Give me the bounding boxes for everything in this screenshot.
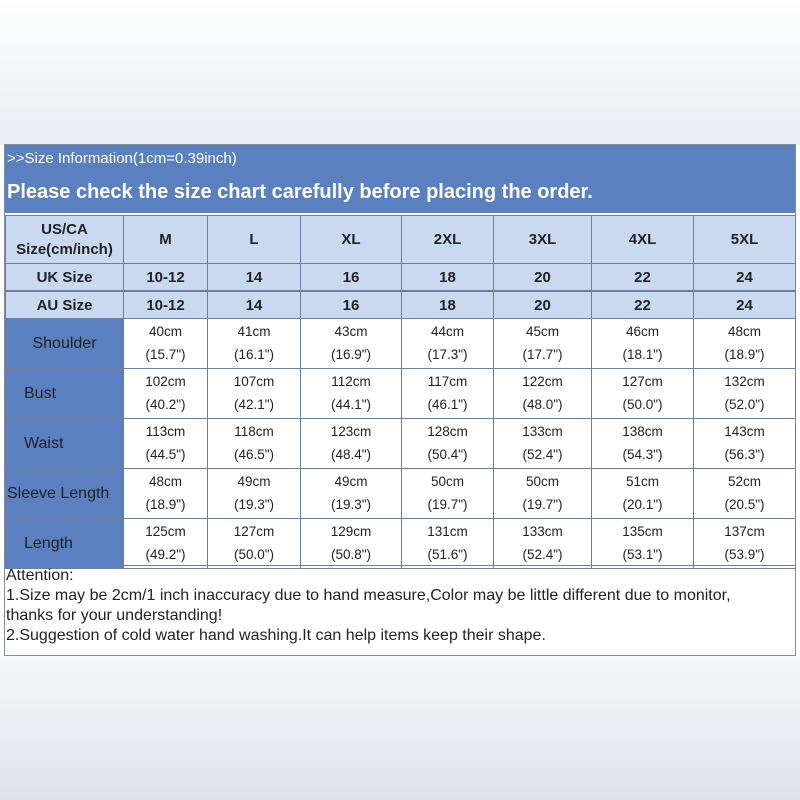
cm-value: 45cm (525, 324, 559, 339)
cm-value: 125cm (145, 524, 186, 539)
us-size-row (6, 216, 796, 264)
cm-value: 127cm (622, 374, 663, 389)
au-size-label: AU Size (6, 291, 124, 319)
measurement-cell (208, 319, 301, 369)
cm-value: 43cm (334, 324, 368, 339)
size-header: 2XL (402, 216, 494, 264)
inch-value: (50.4") (427, 447, 468, 462)
inch-value: (44.5") (145, 447, 186, 462)
inch-value: (18.9") (145, 497, 186, 512)
measurement-cell (402, 519, 494, 569)
measurement-label: Bust (6, 369, 124, 419)
attention-notes (5, 565, 795, 646)
measurement-label: Waist (6, 419, 124, 469)
measurement-cell (124, 469, 208, 519)
measurement-cell (694, 419, 796, 469)
inch-value: (44.1") (330, 397, 372, 412)
measurement-cell (301, 319, 402, 369)
measurement-cell (208, 469, 301, 519)
cm-value: 137cm (724, 524, 765, 539)
cm-value: 41cm (237, 324, 271, 339)
cm-value: 112cm (331, 374, 371, 389)
measurement-cell (494, 469, 592, 519)
cm-value: 51cm (625, 474, 659, 489)
size-info-header: >>Size Information(1cm=0.39inch) (5, 145, 795, 173)
size-header: M (124, 216, 208, 264)
measurement-cell (592, 519, 694, 569)
cm-value: 133cm (522, 524, 563, 539)
cm-value: 102cm (145, 374, 186, 389)
cm-value: 49cm (237, 474, 271, 489)
cm-value: 122cm (522, 374, 563, 389)
au-size-cell: 10-12 (124, 291, 208, 319)
inch-value: (19.7") (522, 497, 563, 512)
inch-value: (50.0") (622, 397, 663, 412)
inch-value: (42.1") (233, 397, 275, 412)
us-size-label-cell (6, 216, 124, 264)
inch-value: (52.4") (522, 547, 563, 562)
cm-value: 128cm (427, 424, 468, 439)
inch-value: (20.1") (622, 497, 663, 512)
measurement-cell (124, 419, 208, 469)
measurement-cell (694, 519, 796, 569)
size-header: 4XL (592, 216, 694, 264)
measurement-row-shoulder (6, 319, 796, 369)
cm-value: 123cm (330, 424, 372, 439)
cm-value: 50cm (430, 474, 464, 489)
cm-value: 44cm (430, 324, 464, 339)
cm-value: 131cm (427, 524, 468, 539)
cm-value: 113cm (145, 424, 186, 439)
measurement-row-waist (6, 419, 796, 469)
inch-value: (52.4") (522, 447, 563, 462)
measurement-cell (124, 319, 208, 369)
uk-size-cell: 24 (694, 264, 796, 292)
measurement-cell (402, 469, 494, 519)
cm-value: 117cm (427, 374, 468, 389)
note-line-2: thanks for your understanding! (6, 607, 223, 624)
inch-value: (50.0") (233, 547, 275, 562)
measurement-cell (124, 519, 208, 569)
measurement-cell (494, 519, 592, 569)
cm-value: 133cm (522, 424, 563, 439)
measurement-row-sleeve-length (6, 469, 796, 519)
inch-value: (40.2") (145, 397, 186, 412)
inch-value: (54.3") (622, 447, 663, 462)
cm-value: 48cm (148, 474, 182, 489)
measurement-cell (494, 319, 592, 369)
measurement-label: Shoulder (6, 319, 124, 369)
cm-value: 135cm (622, 524, 663, 539)
uk-size-cell: 14 (208, 264, 301, 292)
uk-size-cell: 18 (402, 264, 494, 292)
size-table (5, 215, 796, 569)
measurement-row-length (6, 519, 796, 569)
measurement-cell (208, 419, 301, 469)
note-line-1: 1.Size may be 2cm/1 inch inaccuracy due to hand measure,Color may be little different due to monitor, (6, 587, 731, 604)
inch-value: (53.9") (724, 547, 765, 562)
inch-value: (46.5") (233, 447, 275, 462)
inch-value: (51.6") (427, 547, 468, 562)
measurement-cell (694, 469, 796, 519)
measurement-row-bust (6, 369, 796, 419)
size-chart-panel (4, 144, 796, 656)
measurement-cell (301, 369, 402, 419)
cm-value: 107cm (233, 374, 275, 389)
measurement-cell (694, 369, 796, 419)
inch-value: (18.1") (622, 347, 663, 362)
inch-value: (52.0") (724, 397, 765, 412)
cm-value: 143cm (724, 424, 765, 439)
uk-size-cell: 10-12 (124, 264, 208, 292)
inch-value: (20.5") (724, 497, 765, 512)
measurement-cell (124, 369, 208, 419)
inch-value: (48.4") (330, 447, 372, 462)
cm-value: 46cm (625, 324, 659, 339)
measurement-cell (301, 519, 402, 569)
inch-value: (19.7") (427, 497, 468, 512)
measurement-label: Length (6, 519, 124, 569)
measurement-cell (592, 369, 694, 419)
au-size-cell: 14 (208, 291, 301, 319)
background-top (0, 0, 800, 145)
measurement-cell (301, 469, 402, 519)
us-size-label: US/CA (41, 220, 88, 238)
au-size-cell: 16 (301, 291, 402, 319)
measurement-cell (494, 369, 592, 419)
attention-heading: Attention: (6, 567, 74, 584)
uk-size-label: UK Size (6, 264, 124, 292)
au-size-cell: 18 (402, 291, 494, 319)
measurement-cell (208, 369, 301, 419)
measurement-label: Sleeve Length (6, 469, 124, 519)
inch-value: (19.3") (233, 497, 275, 512)
inch-value: (46.1") (427, 397, 468, 412)
uk-size-row (6, 264, 796, 292)
cm-value: 49cm (334, 474, 368, 489)
inch-value: (53.1") (622, 547, 663, 562)
au-size-cell: 20 (494, 291, 592, 319)
uk-size-cell: 20 (494, 264, 592, 292)
inch-value: (18.9") (724, 347, 765, 362)
measurement-cell (208, 519, 301, 569)
measurement-cell (402, 419, 494, 469)
inch-value: (19.3") (330, 497, 372, 512)
inch-value: (49.2") (145, 547, 186, 562)
cm-value: 48cm (727, 324, 761, 339)
background-bottom (0, 656, 800, 800)
unit-label: Size(cm/inch) (16, 240, 113, 258)
inch-value: (50.8") (330, 547, 372, 562)
inch-value: (17.7") (522, 347, 563, 362)
uk-size-cell: 16 (301, 264, 402, 292)
cm-value: 132cm (724, 374, 765, 389)
inch-value: (15.7") (145, 347, 186, 362)
size-header: XL (301, 216, 402, 264)
au-size-row (6, 291, 796, 319)
inch-value: (16.9") (330, 347, 372, 362)
cm-value: 40cm (148, 324, 182, 339)
measurement-cell (402, 319, 494, 369)
au-size-cell: 24 (694, 291, 796, 319)
inch-value: (17.3") (427, 347, 468, 362)
au-size-cell: 22 (592, 291, 694, 319)
measurement-cell (694, 319, 796, 369)
cm-value: 118cm (234, 424, 274, 439)
measurement-cell (494, 419, 592, 469)
cm-value: 127cm (233, 524, 275, 539)
size-header: 3XL (494, 216, 592, 264)
inch-value: (16.1") (233, 347, 275, 362)
measurement-cell (402, 369, 494, 419)
measurement-cell (301, 419, 402, 469)
order-notice-header: Please check the size chart carefully before placing the order. (5, 173, 795, 213)
measurement-cell (592, 469, 694, 519)
cm-value: 129cm (330, 524, 372, 539)
cm-value: 52cm (727, 474, 761, 489)
cm-value: 50cm (525, 474, 559, 489)
uk-size-cell: 22 (592, 264, 694, 292)
size-header: 5XL (694, 216, 796, 264)
cm-value: 138cm (622, 424, 663, 439)
inch-value: (48.0") (522, 397, 563, 412)
measurement-cell (592, 419, 694, 469)
note-line-3: 2.Suggestion of cold water hand washing.It can help items keep their shape. (6, 627, 546, 644)
measurement-cell (592, 319, 694, 369)
inch-value: (56.3") (724, 447, 765, 462)
size-header: L (208, 216, 301, 264)
